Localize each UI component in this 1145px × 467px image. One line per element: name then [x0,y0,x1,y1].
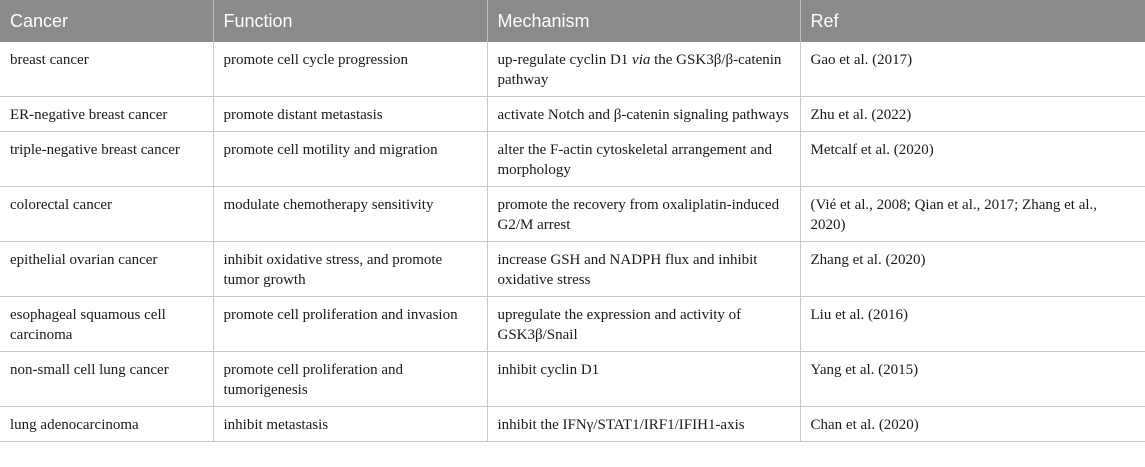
table-row [0,407,1145,442]
header-row [0,0,1145,42]
cell-cancer: ER-negative breast cancer [0,97,213,132]
cell-ref: Zhang et al. (2020) [800,242,1145,297]
cell-ref: Zhu et al. (2022) [800,97,1145,132]
cell-mechanism: increase GSH and NADPH flux and inhibit oxidative stress [487,242,800,297]
cell-ref: Yang et al. (2015) [800,352,1145,407]
cell-ref: Metcalf et al. (2020) [800,132,1145,187]
cell-ref: Chan et al. (2020) [800,407,1145,442]
cell-function: promote distant metastasis [213,97,487,132]
table-row [0,297,1145,352]
cell-cancer: colorectal cancer [0,187,213,242]
cell-function: inhibit metastasis [213,407,487,442]
header-mechanism: Mechanism [487,0,800,42]
header-ref: Ref [800,0,1145,42]
mechanism-italic: via [632,52,651,68]
table-body [0,42,1145,442]
table-row [0,97,1145,132]
table-row [0,242,1145,297]
cell-mechanism: activate Notch and β-catenin signaling pathways [487,97,800,132]
cell-cancer: lung adenocarcinoma [0,407,213,442]
cell-ref: Gao et al. (2017) [800,42,1145,97]
cell-function: promote cell proliferation and tumorigenesis [213,352,487,407]
cell-function: promote cell cycle progression [213,42,487,97]
cell-cancer: epithelial ovarian cancer [0,242,213,297]
table-row [0,132,1145,187]
cell-mechanism: upregulate the expression and activity of GSK3β/Snail [487,297,800,352]
table-header [0,0,1145,42]
cell-function: promote cell proliferation and invasion [213,297,487,352]
mechanism-text-cont: the GSK3β/β-catenin pathway [497,52,782,88]
cell-mechanism [487,42,800,97]
cell-mechanism: alter the F-actin cytoskeletal arrangement and morphology [487,132,800,187]
cell-cancer: non-small cell lung cancer [0,352,213,407]
cell-ref: (Vié et al., 2008; Qian et al., 2017; Zhang et al., 2020) [800,187,1145,242]
cell-function: promote cell motility and migration [213,132,487,187]
mechanism-text: up-regulate cyclin D1 [497,52,633,68]
cell-function: inhibit oxidative stress, and promote tumor growth [213,242,487,297]
table-row [0,352,1145,407]
header-function: Function [213,0,487,42]
cell-mechanism: inhibit the IFNγ/STAT1/IRF1/IFIH1-axis [487,407,800,442]
table-row [0,187,1145,242]
cell-function: modulate chemotherapy sensitivity [213,187,487,242]
cell-cancer: esophageal squamous cell carcinoma [0,297,213,352]
cell-mechanism: promote the recovery from oxaliplatin-induced G2/M arrest [487,187,800,242]
table-row [0,42,1145,97]
cell-cancer: breast cancer [0,42,213,97]
header-cancer: Cancer [0,0,213,42]
cell-ref: Liu et al. (2016) [800,297,1145,352]
cell-cancer: triple-negative breast cancer [0,132,213,187]
cell-mechanism: inhibit cyclin D1 [487,352,800,407]
